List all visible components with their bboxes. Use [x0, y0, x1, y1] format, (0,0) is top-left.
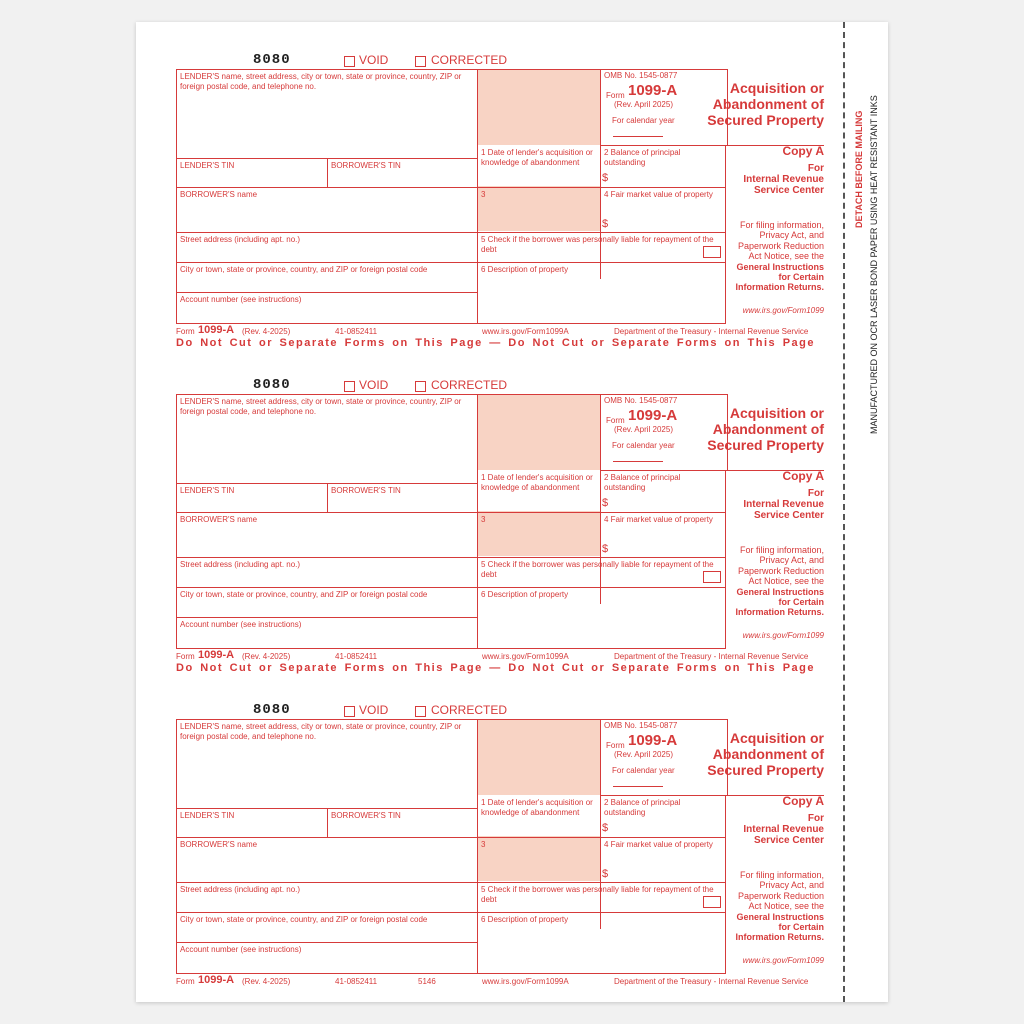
footer-form-number: 1099-A — [198, 324, 235, 336]
form-1099a-copy-3 — [136, 672, 888, 997]
info-line-1: For filing information, — [739, 545, 824, 555]
for-line-1: For — [807, 488, 824, 499]
revision: (Rev. April 2025) — [614, 750, 673, 759]
lender-tin-label: LENDER'S TIN — [180, 811, 235, 820]
footer-form-number: 1099-A — [198, 974, 235, 986]
form-rule-line — [176, 648, 725, 649]
form-rule-line — [176, 232, 725, 233]
lender-name-label: LENDER'S name, street address, city or town, state or province, country, ZIP or foreign postal code, and telephone no. — [180, 722, 462, 741]
form-rule-line — [176, 912, 725, 913]
form-prefix: Form — [606, 416, 625, 425]
title-line-3: Secured Property — [707, 762, 824, 778]
box2-label: 2 Balance of principal outstanding — [604, 798, 681, 817]
footer-cat-number: 41-0852411 — [335, 652, 378, 661]
info-line-6: for Certain — [778, 597, 824, 608]
box4-dollar: $ — [602, 218, 609, 230]
void-checkbox[interactable] — [344, 706, 355, 717]
box1-label: 1 Date of lender's acquisition or knowledge of abandonment — [481, 148, 593, 167]
lender-name-label: LENDER'S name, street address, city or town, state or province, country, ZIP or foreign postal code, and telephone no. — [180, 72, 462, 91]
footer-form-prefix: Form — [176, 977, 195, 986]
lender-name-label: LENDER'S name, street address, city or town, state or province, country, ZIP or foreign postal code, and telephone no. — [180, 397, 462, 416]
box2-label: 2 Balance of principal outstanding — [604, 473, 681, 492]
form-rule-line — [477, 69, 478, 324]
form-rule-line — [176, 323, 725, 324]
for-line-2: Internal Revenue — [743, 824, 824, 835]
info-line-6: for Certain — [778, 272, 824, 283]
info-line-3: Paperwork Reduction — [737, 565, 824, 576]
revision: (Rev. April 2025) — [614, 425, 673, 434]
detach-text: DETACH BEFORE MAILING — [854, 110, 864, 228]
box2-dollar: $ — [602, 822, 609, 834]
borrower-name-label: BORROWER'S name — [180, 190, 258, 199]
info-line-4: Act Notice, see the — [748, 901, 824, 912]
form-number: 1099-A — [628, 732, 678, 749]
void-label: VOID — [359, 378, 389, 392]
footer-revision: (Rev. 4-2025) — [242, 977, 291, 986]
title-line-1: Acquisition or — [729, 730, 824, 746]
for-line-3: Service Center — [753, 835, 824, 846]
void-label: VOID — [359, 53, 389, 67]
form-rule-line — [725, 470, 726, 649]
box2-dollar: $ — [602, 497, 609, 509]
calendar-year-label: For calendar year — [612, 766, 675, 775]
info-line-1: For filing information, — [739, 220, 824, 230]
info-line-7: Information Returns. — [735, 282, 824, 293]
for-irs — [743, 488, 824, 521]
borrower-name-label: BORROWER'S name — [180, 840, 258, 849]
box4-label: 4 Fair market value of property — [604, 515, 713, 524]
form-rule-line — [176, 882, 725, 883]
footer-department: Department of the Treasury - Internal Revenue Service — [614, 327, 809, 336]
form-rule-line — [613, 461, 663, 462]
box6-label: 6 Description of property — [481, 915, 569, 924]
shaded-area-box3 — [477, 511, 600, 556]
form-rule-line — [327, 483, 328, 513]
box4-dollar: $ — [602, 868, 609, 880]
void-label: VOID — [359, 703, 389, 717]
box6-label: 6 Description of property — [481, 590, 569, 599]
box4-dollar: $ — [602, 543, 609, 555]
title-line-3: Secured Property — [707, 437, 824, 453]
form-rule-line — [176, 69, 727, 70]
form-rule-line — [176, 587, 725, 588]
title-line-2: Abandonment of — [712, 421, 824, 437]
for-irs — [743, 163, 824, 196]
form-rule-line — [725, 145, 726, 324]
corrected-label: CORRECTED — [431, 703, 508, 717]
box1-label: 1 Date of lender's acquisition or knowledge of abandonment — [481, 473, 593, 492]
filing-info — [735, 870, 824, 943]
box4-label: 4 Fair market value of property — [604, 840, 713, 849]
city-label: City or town, state or province, country, and ZIP or foreign postal code — [180, 265, 428, 274]
info-line-1: For filing information, — [739, 870, 824, 880]
footer-cat-number: 41-0852411 — [335, 977, 378, 986]
title-line-2: Abandonment of — [712, 746, 824, 762]
form-rule-line — [176, 973, 725, 974]
manufactured-text: MANUFACTURED ON OCR LASER BOND PAPER USING HEAT RESISTANT INKS — [869, 95, 879, 434]
city-label: City or town, state or province, country, and ZIP or foreign postal code — [180, 915, 428, 924]
info-line-2: Privacy Act, and — [759, 555, 824, 566]
account-number-label: Account number (see instructions) — [180, 295, 302, 304]
info-line-6: for Certain — [778, 922, 824, 933]
form-rule-line — [613, 136, 663, 137]
corrected-checkbox[interactable] — [415, 706, 426, 717]
form-code: 8080 — [253, 377, 291, 393]
account-number-label: Account number (see instructions) — [180, 620, 302, 629]
form-number: 1099-A — [628, 407, 678, 424]
copy-label: Copy A — [782, 794, 824, 808]
footer-url[interactable]: www.irs.gov/Form1099A — [482, 652, 569, 661]
form-sheet — [136, 22, 888, 1002]
void-checkbox[interactable] — [344, 381, 355, 392]
footer-department: Department of the Treasury - Internal Revenue Service — [614, 977, 809, 986]
box3-label: 3 — [481, 190, 486, 199]
separator-notice-1: Do Not Cut or Separate Forms on This Page — Do Not Cut or Separate Forms on This Page — [176, 337, 816, 349]
filing-info — [735, 220, 824, 293]
corrected-label: CORRECTED — [431, 378, 508, 392]
box5-checkbox[interactable] — [703, 571, 721, 583]
for-line-1: For — [807, 813, 824, 824]
title-line-1: Acquisition or — [729, 405, 824, 421]
title-line-2: Abandonment of — [712, 96, 824, 112]
footer-form-code: 5146 — [418, 977, 436, 986]
box5-checkbox[interactable] — [703, 896, 721, 908]
info-line-2: Privacy Act, and — [759, 880, 824, 891]
title-line-1: Acquisition or — [729, 80, 824, 96]
info-line-3: Paperwork Reduction — [737, 240, 824, 251]
corrected-checkbox[interactable] — [415, 56, 426, 67]
form-title — [696, 730, 824, 778]
omb-number: OMB No. 1545-0877 — [604, 71, 678, 80]
box5-label: 5 Check if the borrower was personally liable for repayment of the debt — [481, 560, 714, 579]
filing-info — [735, 545, 824, 618]
info-line-3: Paperwork Reduction — [737, 890, 824, 901]
form-number: 1099-A — [628, 82, 678, 99]
info-line-4: Act Notice, see the — [748, 576, 824, 587]
info-line-7: Information Returns. — [735, 607, 824, 618]
street-address-label: Street address (including apt. no.) — [180, 560, 301, 569]
form-rule-line — [176, 719, 727, 720]
box2-dollar: $ — [602, 172, 609, 184]
calendar-year-label: For calendar year — [612, 441, 675, 450]
for-line-3: Service Center — [753, 185, 824, 196]
form-title — [696, 80, 824, 128]
footer-department: Department of the Treasury - Internal Revenue Service — [614, 652, 809, 661]
info-line-5: General Instructions — [736, 911, 824, 922]
form-rule-line — [176, 512, 725, 513]
account-number-label: Account number (see instructions) — [180, 945, 302, 954]
box3-label: 3 — [481, 840, 486, 849]
irs-url[interactable]: www.irs.gov/Form1099 — [742, 631, 824, 640]
form-rule-line — [176, 394, 177, 649]
form-rule-line — [176, 557, 725, 558]
shaded-area-box3 — [477, 836, 600, 881]
box5-label: 5 Check if the borrower was personally liable for repayment of the debt — [481, 235, 714, 254]
for-line-2: Internal Revenue — [743, 499, 824, 510]
footer-revision: (Rev. 4-2025) — [242, 327, 291, 336]
footer-url[interactable]: www.irs.gov/Form1099A — [482, 327, 569, 336]
box5-label: 5 Check if the borrower was personally liable for repayment of the debt — [481, 885, 714, 904]
box3-label: 3 — [481, 515, 486, 524]
form-rule-line — [176, 262, 725, 263]
form-rule-line — [176, 942, 477, 943]
footer-form-prefix: Form — [176, 327, 195, 336]
lender-tin-label: LENDER'S TIN — [180, 486, 235, 495]
form-rule-line — [176, 394, 727, 395]
void-checkbox[interactable] — [344, 56, 355, 67]
box4-label: 4 Fair market value of property — [604, 190, 713, 199]
borrower-tin-label: BORROWER'S TIN — [331, 486, 401, 495]
form-rule-line — [477, 719, 478, 974]
form-1099a-copy-1 — [136, 22, 888, 347]
street-address-label: Street address (including apt. no.) — [180, 885, 301, 894]
footer-revision: (Rev. 4-2025) — [242, 652, 291, 661]
corrected-label: CORRECTED — [431, 53, 508, 67]
title-line-3: Secured Property — [707, 112, 824, 128]
footer-form-number: 1099-A — [198, 649, 235, 661]
form-rule-line — [327, 808, 328, 838]
shaded-area-top — [477, 720, 600, 795]
form-rule-line — [613, 786, 663, 787]
form-rule-line — [176, 187, 725, 188]
info-line-5: General Instructions — [736, 261, 824, 272]
form-1099a-copy-2 — [136, 347, 888, 672]
revision: (Rev. April 2025) — [614, 100, 673, 109]
omb-number: OMB No. 1545-0877 — [604, 396, 678, 405]
box5-checkbox[interactable] — [703, 246, 721, 258]
form-rule-line — [477, 394, 478, 649]
omb-number: OMB No. 1545-0877 — [604, 721, 678, 730]
form-code: 8080 — [253, 52, 291, 68]
for-line-2: Internal Revenue — [743, 174, 824, 185]
form-rule-line — [176, 69, 177, 324]
form-rule-line — [176, 292, 477, 293]
form-prefix: Form — [606, 91, 625, 100]
copy-label: Copy A — [782, 144, 824, 158]
for-line-3: Service Center — [753, 510, 824, 521]
borrower-name-label: BORROWER'S name — [180, 515, 258, 524]
calendar-year-label: For calendar year — [612, 116, 675, 125]
irs-url[interactable]: www.irs.gov/Form1099 — [742, 956, 824, 965]
form-rule-line — [327, 158, 328, 188]
shaded-area-top — [477, 70, 600, 145]
form-rule-line — [176, 837, 725, 838]
info-line-7: Information Returns. — [735, 932, 824, 943]
street-address-label: Street address (including apt. no.) — [180, 235, 301, 244]
box1-label: 1 Date of lender's acquisition or knowledge of abandonment — [481, 798, 593, 817]
corrected-checkbox[interactable] — [415, 381, 426, 392]
info-line-5: General Instructions — [736, 586, 824, 597]
footer-form-prefix: Form — [176, 652, 195, 661]
city-label: City or town, state or province, country, and ZIP or foreign postal code — [180, 590, 428, 599]
form-prefix: Form — [606, 741, 625, 750]
irs-url[interactable]: www.irs.gov/Form1099 — [742, 306, 824, 315]
footer-cat-number: 41-0852411 — [335, 327, 378, 336]
for-irs — [743, 813, 824, 846]
footer-url[interactable]: www.irs.gov/Form1099A — [482, 977, 569, 986]
lender-tin-label: LENDER'S TIN — [180, 161, 235, 170]
form-rule-line — [176, 617, 477, 618]
form-title — [696, 405, 824, 453]
borrower-tin-label: BORROWER'S TIN — [331, 161, 401, 170]
info-line-2: Privacy Act, and — [759, 230, 824, 241]
borrower-tin-label: BORROWER'S TIN — [331, 811, 401, 820]
form-rule-line — [176, 719, 177, 974]
shaded-area-top — [477, 395, 600, 470]
for-line-1: For — [807, 163, 824, 174]
box2-label: 2 Balance of principal outstanding — [604, 148, 681, 167]
copy-label: Copy A — [782, 469, 824, 483]
box6-label: 6 Description of property — [481, 265, 569, 274]
form-rule-line — [725, 795, 726, 974]
shaded-area-box3 — [477, 186, 600, 231]
info-line-4: Act Notice, see the — [748, 251, 824, 262]
form-code: 8080 — [253, 702, 291, 718]
separator-notice-2: Do Not Cut or Separate Forms on This Page — Do Not Cut or Separate Forms on This Page — [176, 662, 816, 674]
